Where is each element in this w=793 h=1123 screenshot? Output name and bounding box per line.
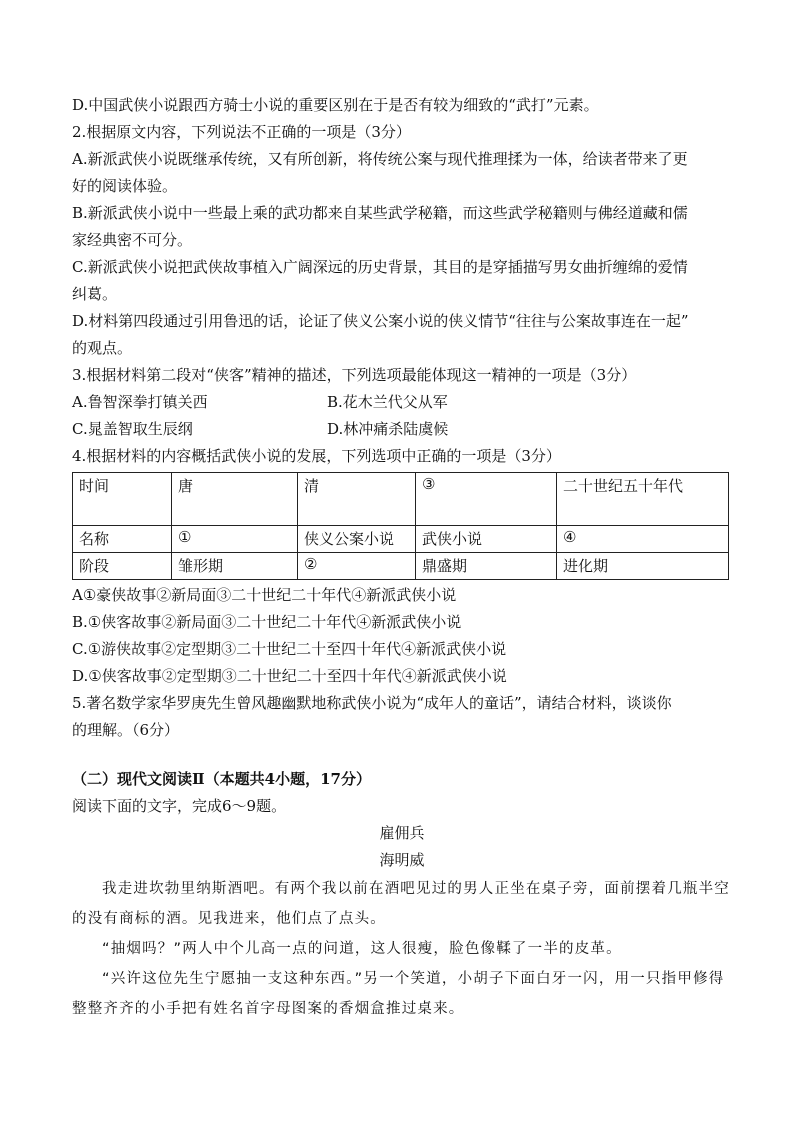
table-cell: ① <box>172 526 298 553</box>
table-cell: 侠义公案小说 <box>298 526 416 553</box>
q4-option-d: D.①侠客故事②定型期③二十世纪二十至四十年代④新派武侠小说 <box>72 667 507 685</box>
table-cell: 名称 <box>73 526 172 553</box>
q4-option-a: A①豪侠故事②新局面③二十世纪二十年代④新派武侠小说 <box>72 586 457 604</box>
story-paragraph: “兴许这位先生宁愿抽一支这种东西。”另一个笑道，小胡子下面白牙一闪，用一只指甲修得整整齐齐的小手把有姓名首字母图案的香烟盒推过桌来。 <box>72 971 725 1017</box>
q2-option-d-line1: D.材料第四段通过引用鲁迅的话，论证了侠义公案小说的侠义情节“往往与公案故事连在一起” <box>72 312 689 330</box>
table-cell: 清 <box>298 473 416 526</box>
q3-option-a: A.鲁智深拳打镇关西 <box>72 393 208 411</box>
q2-option-c-line1: C.新派武侠小说把武侠故事植入广阔深远的历史背景，其目的是穿插描写男女曲折缠绵的爱情 <box>72 258 688 276</box>
table-cell: 阶段 <box>73 553 172 580</box>
q2-stem: 2.根据原文内容，下列说法不正确的一项是（3分） <box>72 123 411 141</box>
reading-instruction: 阅读下面的文字，完成6～9题。 <box>72 797 287 815</box>
q2-option-a-line1: A.新派武侠小说既继承传统，又有所创新，将传统公案与现代推理揉为一体，给读者带来了更 <box>72 150 688 168</box>
exam-page <box>72 92 732 1024</box>
table-cell: 武侠小说 <box>416 526 557 553</box>
q5-line1: 5.著名数学家华罗庚先生曾风趣幽默地称武侠小说为“成年人的童话”，请结合材料，谈谈你 <box>72 694 672 712</box>
table-row-name <box>73 526 729 553</box>
q2-option-a-line2: 好的阅读体验。 <box>72 177 178 195</box>
q2-option-b-line1: B.新派武侠小说中一些最上乘的武功都来自某些武学秘籍，而这些武学秘籍则与佛经道藏和儒 <box>72 204 688 222</box>
table-cell: 雏形期 <box>172 553 298 580</box>
q4-stem: 4.根据材料的内容概括武侠小说的发展，下列选项中正确的一项是（3分） <box>72 447 561 465</box>
story-title: 雇佣兵 <box>379 824 425 842</box>
q3-option-d: D.林冲痛杀陆虞候 <box>327 420 449 438</box>
table-cell: 唐 <box>172 473 298 526</box>
q1-option-d: D.中国武侠小说跟西方骑士小说的重要区别在于是否有较为细致的“武打”元素。 <box>72 96 599 114</box>
q3-option-b: B.花木兰代父从军 <box>327 393 448 411</box>
section-heading: （二）现代文阅读Ⅱ（本题共4小题，17分） <box>72 770 371 788</box>
q2-option-c-line2: 纠葛。 <box>72 285 118 303</box>
story-paragraph: “抽烟吗？”两人中个儿高一点的问道，这人很瘦，脸色像鞣了一半的皮革。 <box>102 941 622 957</box>
story-paragraph: 我走进坎勃里纳斯酒吧。有两个我以前在酒吧见过的男人正坐在桌子旁，面前摆着几瓶半空的没有商标的酒。见我进来，他们点了点头。 <box>72 881 730 927</box>
q3-options-row1 <box>72 389 732 416</box>
table-row-stage <box>73 553 729 580</box>
table-row-time <box>73 473 729 526</box>
table-cell: 进化期 <box>557 553 729 580</box>
q3-options-row2 <box>72 416 732 443</box>
story-author: 海明威 <box>379 851 425 869</box>
table-cell: ③ <box>416 473 557 526</box>
table-cell: ④ <box>557 526 729 553</box>
q5-line2: 的理解。（6分） <box>72 721 180 739</box>
table-cell: 二十世纪五十年代 <box>557 473 729 526</box>
q3-stem: 3.根据材料第二段对“侠客”精神的描述，下列选项最能体现这一精神的一项是（3分） <box>72 366 637 384</box>
q3-option-c: C.晁盖智取生辰纲 <box>72 420 193 438</box>
q2-option-d-line2: 的观点。 <box>72 339 133 357</box>
q2-option-b-line2: 家经典密不可分。 <box>72 231 193 249</box>
table-cell: ② <box>298 553 416 580</box>
q4-table <box>72 472 729 580</box>
q4-option-c: C.①游侠故事②定型期③二十世纪二十至四十年代④新派武侠小说 <box>72 640 507 658</box>
table-cell: 时间 <box>73 473 172 526</box>
q4-option-b: B.①侠客故事②新局面③二十世纪二十年代④新派武侠小说 <box>72 613 462 631</box>
table-cell: 鼎盛期 <box>416 553 557 580</box>
